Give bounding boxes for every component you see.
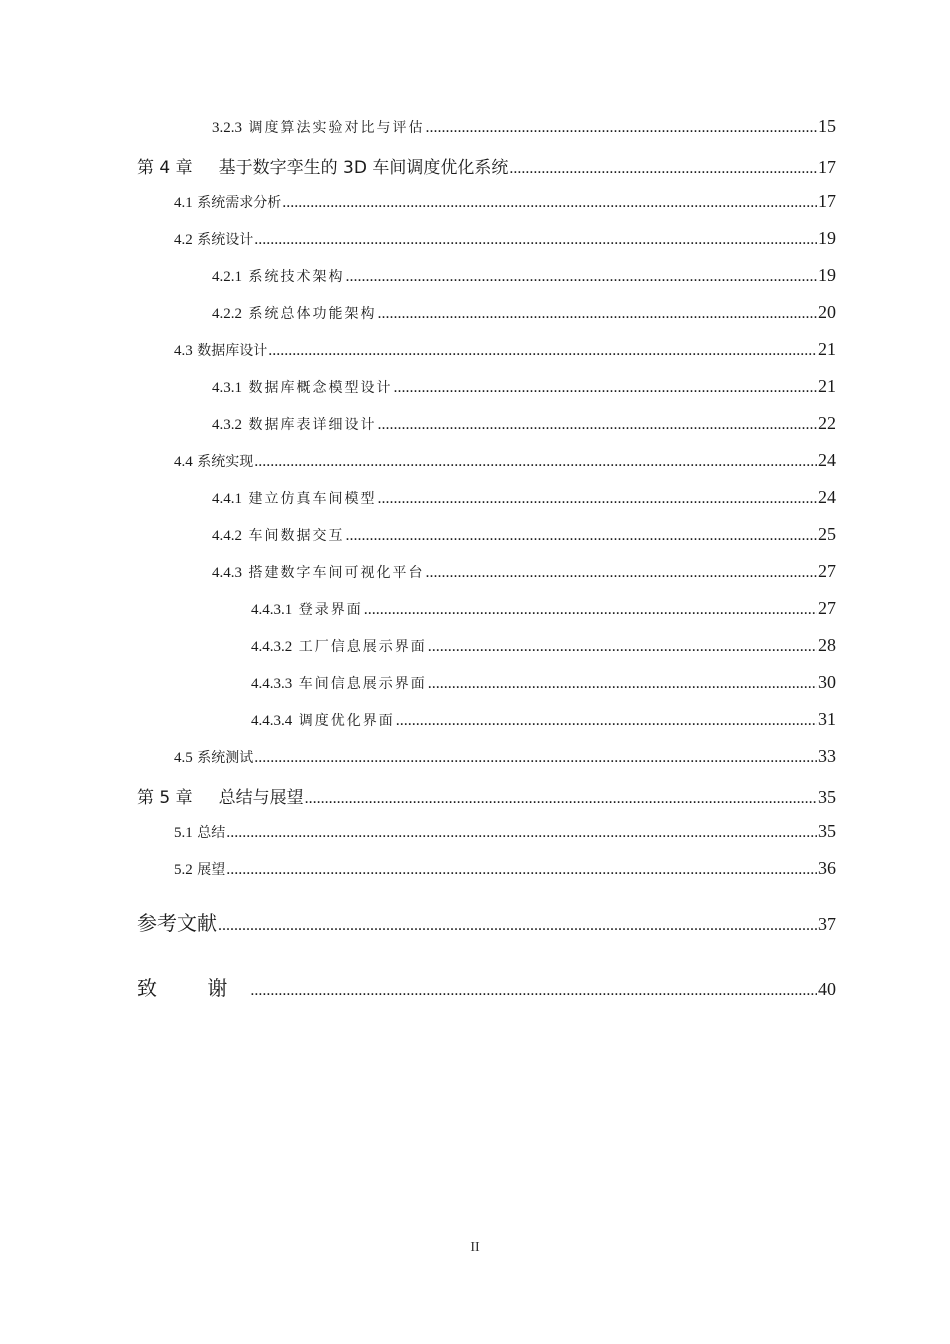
toc-entry-title: 系统测试 [197, 750, 254, 766]
toc-entry-number: 4.2.2 [212, 306, 242, 322]
dot-leader [377, 490, 817, 508]
toc-entry-number: 第 4 章 [137, 158, 193, 178]
dot-leader [396, 712, 817, 730]
toc-entry-page: 28 [818, 635, 836, 655]
toc-entry-title: 调度算法实验对比与评估 [248, 120, 425, 136]
toc-entry-page: 37 [818, 914, 836, 934]
dot-leader [345, 268, 817, 286]
dot-leader [268, 342, 817, 360]
toc-entry-page: 21 [818, 339, 836, 359]
toc-entry-4-4[interactable] [174, 450, 836, 471]
toc-entry-chapter-5[interactable] [137, 783, 836, 808]
toc-entry-4-4-1[interactable] [212, 487, 836, 508]
toc-entry-number: 4.4.3.1 [251, 602, 293, 618]
toc-entry-title: 车间信息展示界面 [298, 676, 427, 692]
toc-entry-chapter-4[interactable] [137, 153, 836, 178]
toc-entry-page: 19 [818, 228, 836, 248]
toc-entry-title: 数据库设计 [197, 343, 268, 359]
dot-leader [377, 305, 817, 323]
toc-entry-title: 系统总体功能架构 [248, 306, 377, 322]
toc-entry-4-3-2[interactable] [212, 413, 836, 434]
toc-entry-page: 40 [818, 979, 836, 999]
dot-leader [425, 119, 817, 137]
toc-entry-number: 3.2.3 [212, 120, 242, 136]
toc-entry-4-5[interactable] [174, 746, 836, 767]
dot-leader [428, 638, 817, 656]
toc-entry-page: 30 [818, 672, 836, 692]
toc-entry-5-2[interactable] [174, 858, 836, 879]
toc-entry-4-4-3[interactable] [212, 561, 836, 582]
toc-entry-page: 27 [818, 561, 836, 581]
dot-leader [364, 601, 817, 619]
toc-entry-number: 4.4 [174, 454, 193, 470]
dot-leader [226, 861, 817, 879]
toc-entry-5-1[interactable] [174, 821, 836, 842]
toc-entry-page: 35 [818, 787, 836, 807]
toc-entry-page: 25 [818, 524, 836, 544]
toc-entry-title: 系统技术架构 [248, 269, 345, 285]
toc-entry-number: 4.4.3.3 [251, 676, 293, 692]
toc-entry-3-2-3[interactable] [212, 116, 836, 137]
toc-entry-title: 登录界面 [298, 602, 363, 618]
toc-entry-page: 35 [818, 821, 836, 841]
toc-entry-title: 数据库表详细设计 [248, 417, 377, 433]
toc-entry-page: 33 [818, 746, 836, 766]
toc-entry-page: 22 [818, 413, 836, 433]
toc-entry-title: 系统需求分析 [197, 195, 282, 211]
toc-entry-number: 4.5 [174, 750, 193, 766]
toc-entry-number: 5.2 [174, 862, 193, 878]
dot-leader [254, 453, 817, 471]
toc-entry-title: 参考文献 [137, 911, 217, 935]
toc-entry-title: 基于数字孪生的 3D 车间调度优化系统 [218, 158, 509, 178]
toc-entry-title: 系统实现 [197, 454, 254, 470]
page-number-footer: II [470, 1240, 480, 1255]
toc-entry-title: 系统设计 [197, 232, 254, 248]
toc-entry-title: 搭建数字车间可视化平台 [248, 565, 425, 581]
dot-leader [509, 160, 817, 178]
toc-entry-number: 4.2 [174, 232, 193, 248]
toc-entry-title: 调度优化界面 [298, 713, 395, 729]
toc-entry-title: 总结与展望 [218, 788, 304, 808]
toc-entry-acknowledgements[interactable] [137, 972, 836, 1001]
toc-entry-4-2-1[interactable] [212, 265, 836, 286]
toc-entry-4-4-3-1[interactable] [251, 598, 836, 619]
toc-entry-4-4-3-2[interactable] [251, 635, 836, 656]
toc-entry-number: 5.1 [174, 825, 193, 841]
toc-entry-number: 4.3.2 [212, 417, 242, 433]
dot-leader [218, 917, 817, 935]
toc-entry-page: 15 [818, 116, 836, 136]
toc-entry-page: 20 [818, 302, 836, 322]
toc-entry-references[interactable] [137, 907, 836, 936]
dot-leader [377, 416, 817, 434]
toc-entry-4-4-3-3[interactable] [251, 672, 836, 693]
dot-leader [393, 379, 817, 397]
toc-entry-title: 工厂信息展示界面 [298, 639, 427, 655]
dot-leader [226, 824, 817, 842]
toc-entry-title: 总结 [197, 825, 226, 841]
toc-entry-page: 31 [818, 709, 836, 729]
toc-entry-page: 24 [818, 487, 836, 507]
dot-leader [425, 564, 817, 582]
dot-leader [282, 194, 817, 212]
toc-entry-4-4-2[interactable] [212, 524, 836, 545]
dot-leader [345, 527, 817, 545]
toc-entry-number: 4.4.3.4 [251, 713, 293, 729]
toc-entry-page: 24 [818, 450, 836, 470]
toc-entry-page: 27 [818, 598, 836, 618]
toc-entry-number: 4.3.1 [212, 380, 242, 396]
toc-entry-4-4-3-4[interactable] [251, 709, 836, 730]
toc-entry-number: 4.3 [174, 343, 193, 359]
dot-leader [250, 982, 817, 1000]
toc-entry-number: 4.1 [174, 195, 193, 211]
toc-entry-4-2-2[interactable] [212, 302, 836, 323]
toc-entry-title: 车间数据交互 [248, 528, 345, 544]
toc-entry-4-2[interactable] [174, 228, 836, 249]
toc-entry-number: 4.2.1 [212, 269, 242, 285]
dot-leader [428, 675, 817, 693]
toc-entry-4-1[interactable] [174, 191, 836, 212]
dot-leader [305, 790, 817, 808]
toc-entry-number: 4.4.1 [212, 491, 242, 507]
toc-entry-title: 建立仿真车间模型 [248, 491, 377, 507]
toc-entry-number: 4.4.3 [212, 565, 242, 581]
toc-entry-number: 4.4.3.2 [251, 639, 293, 655]
toc-entry-4-3[interactable] [174, 339, 836, 360]
toc-entry-title: 展望 [197, 862, 226, 878]
toc-entry-title: 数据库概念模型设计 [248, 380, 393, 396]
toc-entry-title: 致 谢 [137, 976, 250, 1000]
toc-entry-page: 36 [818, 858, 836, 878]
dot-leader [254, 231, 817, 249]
toc-entry-4-3-1[interactable] [212, 376, 836, 397]
toc-entry-number: 第 5 章 [137, 788, 193, 808]
dot-leader [254, 749, 817, 767]
toc-entry-page: 17 [818, 157, 836, 177]
toc-entry-page: 17 [818, 191, 836, 211]
toc-entry-page: 19 [818, 265, 836, 285]
toc-entry-page: 21 [818, 376, 836, 396]
toc-entry-number: 4.4.2 [212, 528, 242, 544]
